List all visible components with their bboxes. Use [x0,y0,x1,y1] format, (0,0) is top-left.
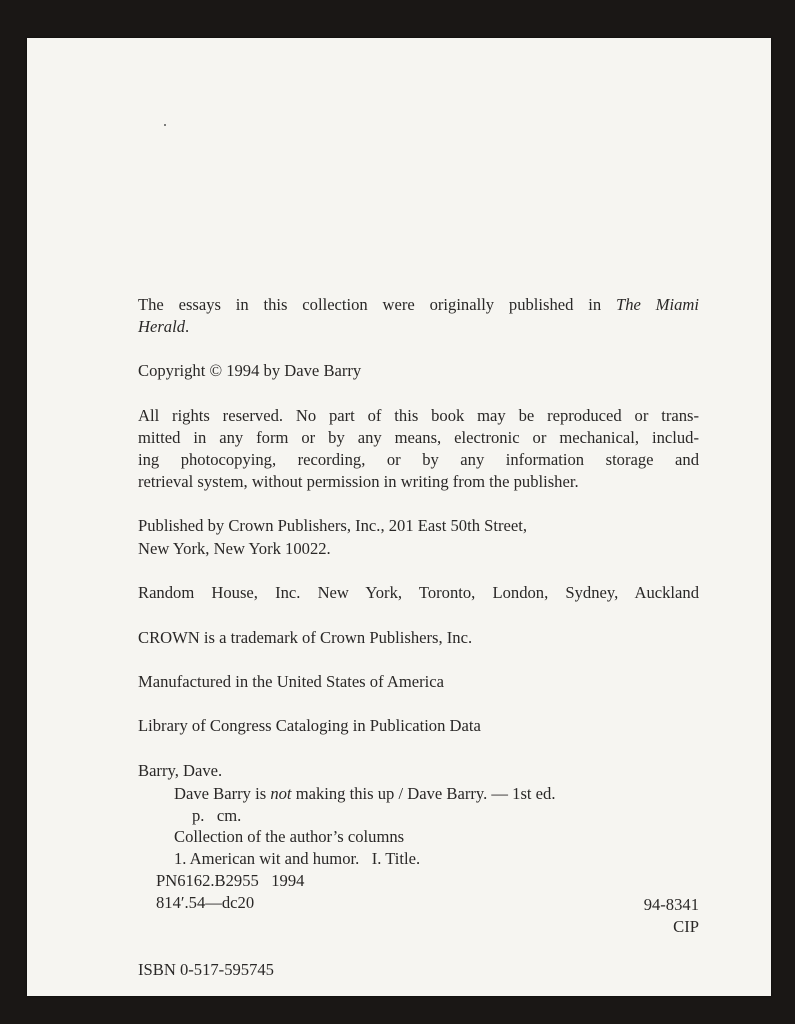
cip-label: CIP [673,917,699,936]
cip-dewey: 814′.54—dc20 [156,893,255,912]
rights-paragraph [138,405,699,493]
dust-speck [164,124,166,126]
copyright-line: Copyright © 1994 by Dave Barry [138,361,362,380]
isbn-line: ISBN 0-517-595745 [138,960,274,979]
rights-line: All rights reserved. No part of this book may be reproduced or trans- [138,406,699,425]
cip-title: Dave Barry is not making this up / Dave Barry. — 1st ed. [174,784,556,803]
manufactured-line: Manufactured in the United States of America [138,672,444,691]
random-house-line: Random House, Inc. New York, Toronto, London, Sydney, Auckland [138,583,699,602]
cip-pages: p. cm. [192,806,242,825]
cip-lccn: 94-8341 [643,895,699,914]
cip-author: Barry, Dave. [138,761,223,780]
rights-line: mitted in any form or by any means, electronic or mechanical, includ- [138,428,699,447]
origin-line-1: The essays in this collection were originally published in The Miami [138,295,699,314]
origin-paragraph [138,294,699,316]
publisher-line-2: New York, New York 10022. [138,539,331,558]
loc-heading: Library of Congress Cataloging in Publication Data [138,716,481,735]
cip-note: Collection of the author’s columns [174,827,405,846]
trademark-line: CROWN is a trademark of Crown Publishers, Inc. [138,628,473,647]
cip-lc-class: PN6162.B2955 1994 [156,871,305,890]
rights-line: ing photocopying, recording, or by any information storage and [138,450,699,469]
random-house-block [138,582,699,604]
publisher-line-1: Published by Crown Publishers, Inc., 201 East 50th Street, [138,516,528,535]
cip-subjects: 1. American wit and humor. I. Title. [174,849,421,868]
rights-line: retrieval system, without permission in writing from the publisher. [138,472,579,491]
origin-line-2: Herald. [138,317,190,336]
